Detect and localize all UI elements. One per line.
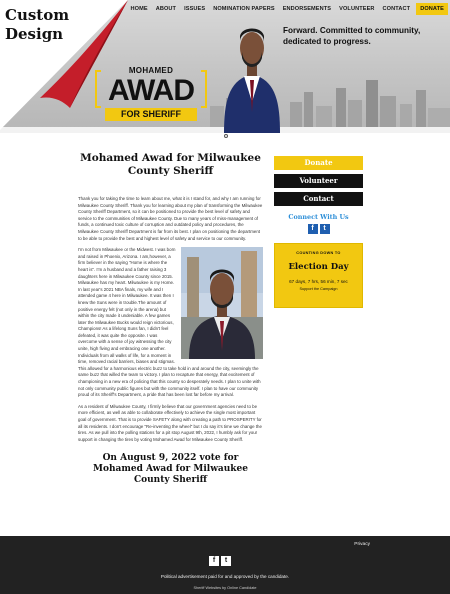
paid-for-disclaimer: Political advertisement paid for and approved by the candidate. <box>160 574 290 579</box>
candidate-photo <box>181 247 263 359</box>
logo-last-name: AWAD <box>108 74 194 107</box>
countdown-label: COUNTING DOWN TO <box>296 251 341 255</box>
contact-button[interactable]: Contact <box>274 192 363 206</box>
hero-tagline: Forward. Committed to community, dedicated to progress. <box>283 26 421 46</box>
intro-paragraph: Thank you for taking the time to learn about me, what it is I stand for, and why I am running for Milwaukee County Sheriff. Thank you for learning about my plan of transforming the Milwaukee County Sheriff Department, so it can be positioned to provide the best level of safety and service to the communities of Milwaukee County. Due to many years of miss-management of funds, a continued toxic culture of corruption and outdated policy and procedures, the Milwaukee County Sheriff Department is far from its best. I plan on positioning the department to be able to provide the best and highest level of safety and service to our community. <box>78 196 263 241</box>
countdown-event: Election Day <box>288 262 349 272</box>
slider-dot[interactable] <box>224 134 228 138</box>
body-text <box>78 196 263 443</box>
nav-volunteer[interactable]: VOLUNTEER <box>339 6 375 12</box>
main-content <box>78 148 263 486</box>
closing-heading: On August 9, 2022 vote for Mohamed Awad for Milwaukee County Sheriff <box>93 453 248 486</box>
bio-section <box>78 247 263 399</box>
footer-twitter-icon[interactable]: t <box>221 556 231 566</box>
countdown-widget <box>274 243 363 308</box>
volunteer-button[interactable]: Volunteer <box>274 174 363 188</box>
hero-banner <box>0 0 450 133</box>
footer-facebook-icon[interactable]: f <box>209 556 219 566</box>
bio-paragraph: I'm not from Milwaukee or the Midwest. I was born and raised in Phoenix, Arizona. I am,however, a firm believer in the saying "Home is where the heart is". I'm a husband and a father raising 3 daughters here in Milwaukee County since 2015. Milwaukee has my heart. Milwaukee is my Home. In last year's 2021 NBA finals, my wife and I attended game 4 here in Milwaukee. It was then I knew the Suns were in trouble.The amount of positive energy felt (not only in the arena) but within the city made it undeniable. A few games later the Milwaukee Bucks would reign victorious, Champions! As a lifelong Suns fan, I didn't feel defeated, it was quite the opposite. I was overcome with a sense of joy witnessing the city unite, high fiving and embracing one another. Individuals from all walks of life, for a moment in time, removed racial barriers, biases and stigmas. This allowed for a harmonious electric buzz to take hold in and around the city, seemingly the same buzz that willed the team to victory. I plan to recapture that energy, that excitement of championing in a new era of policing that this county so desperately needs. I plan to unite with not only community public figures but with the community itself. I plan to have our community proud of its Sheriff's Department, a pride that has been lost far before my arrival. <box>78 247 261 398</box>
sidebar <box>274 156 363 308</box>
footer-social-links <box>209 556 231 566</box>
logo-office-bar: FOR SHERIFF <box>105 108 197 121</box>
main-nav <box>127 3 449 15</box>
support-campaign-link[interactable]: Support the Campaign <box>299 287 338 291</box>
countdown-timer: 67 days, 7 hrs, 56 min, 7 sec <box>289 279 348 284</box>
donate-button[interactable]: Donate <box>274 156 363 170</box>
connect-heading: Connect With Us <box>288 213 349 221</box>
nav-nomination-papers[interactable]: NOMINATION PAPERS <box>213 6 275 12</box>
privacy-link[interactable]: Privacy <box>354 542 370 547</box>
page-title: Mohamed Awad for Milwaukee County Sheriff <box>80 152 261 177</box>
site-credit-link[interactable]: Sheriff Websites by Online Candidate <box>193 586 257 590</box>
social-links <box>274 224 363 234</box>
candidate-portrait <box>222 12 282 133</box>
nav-issues[interactable]: ISSUES <box>184 6 206 12</box>
nav-home[interactable]: HOME <box>130 6 148 12</box>
nav-endorsements[interactable]: ENDORSEMENTS <box>282 6 332 12</box>
nav-donate-button[interactable]: DONATE <box>416 3 448 15</box>
nav-about[interactable]: ABOUT <box>155 6 177 12</box>
footer <box>0 536 450 594</box>
campaign-logo <box>97 66 205 124</box>
twitter-icon[interactable]: t <box>320 224 330 234</box>
nav-contact[interactable]: CONTACT <box>382 6 411 12</box>
facebook-icon[interactable]: f <box>308 224 318 234</box>
plan-paragraph: As a resident of Milwaukee County, I firmly believe that our government agencies need to be more efficient, as well as able to collaborate effectively to achieve the single most important goal of government. That is to provide SAFETY along with creating a path to PROSPERITY for all its residents. I don't encourage "Re-inventing the wheel" but I do say it's time we change the tires. As we pull into the polling stations for a pit stop August 9th, 2022, I humbly ask for your support in changing the tires by voting Mohamed Awad for Milwaukee County Sheriff. <box>78 403 262 442</box>
custom-design-label: Custom Design <box>5 6 70 43</box>
logo-first-name: MOHAMED <box>128 66 174 75</box>
